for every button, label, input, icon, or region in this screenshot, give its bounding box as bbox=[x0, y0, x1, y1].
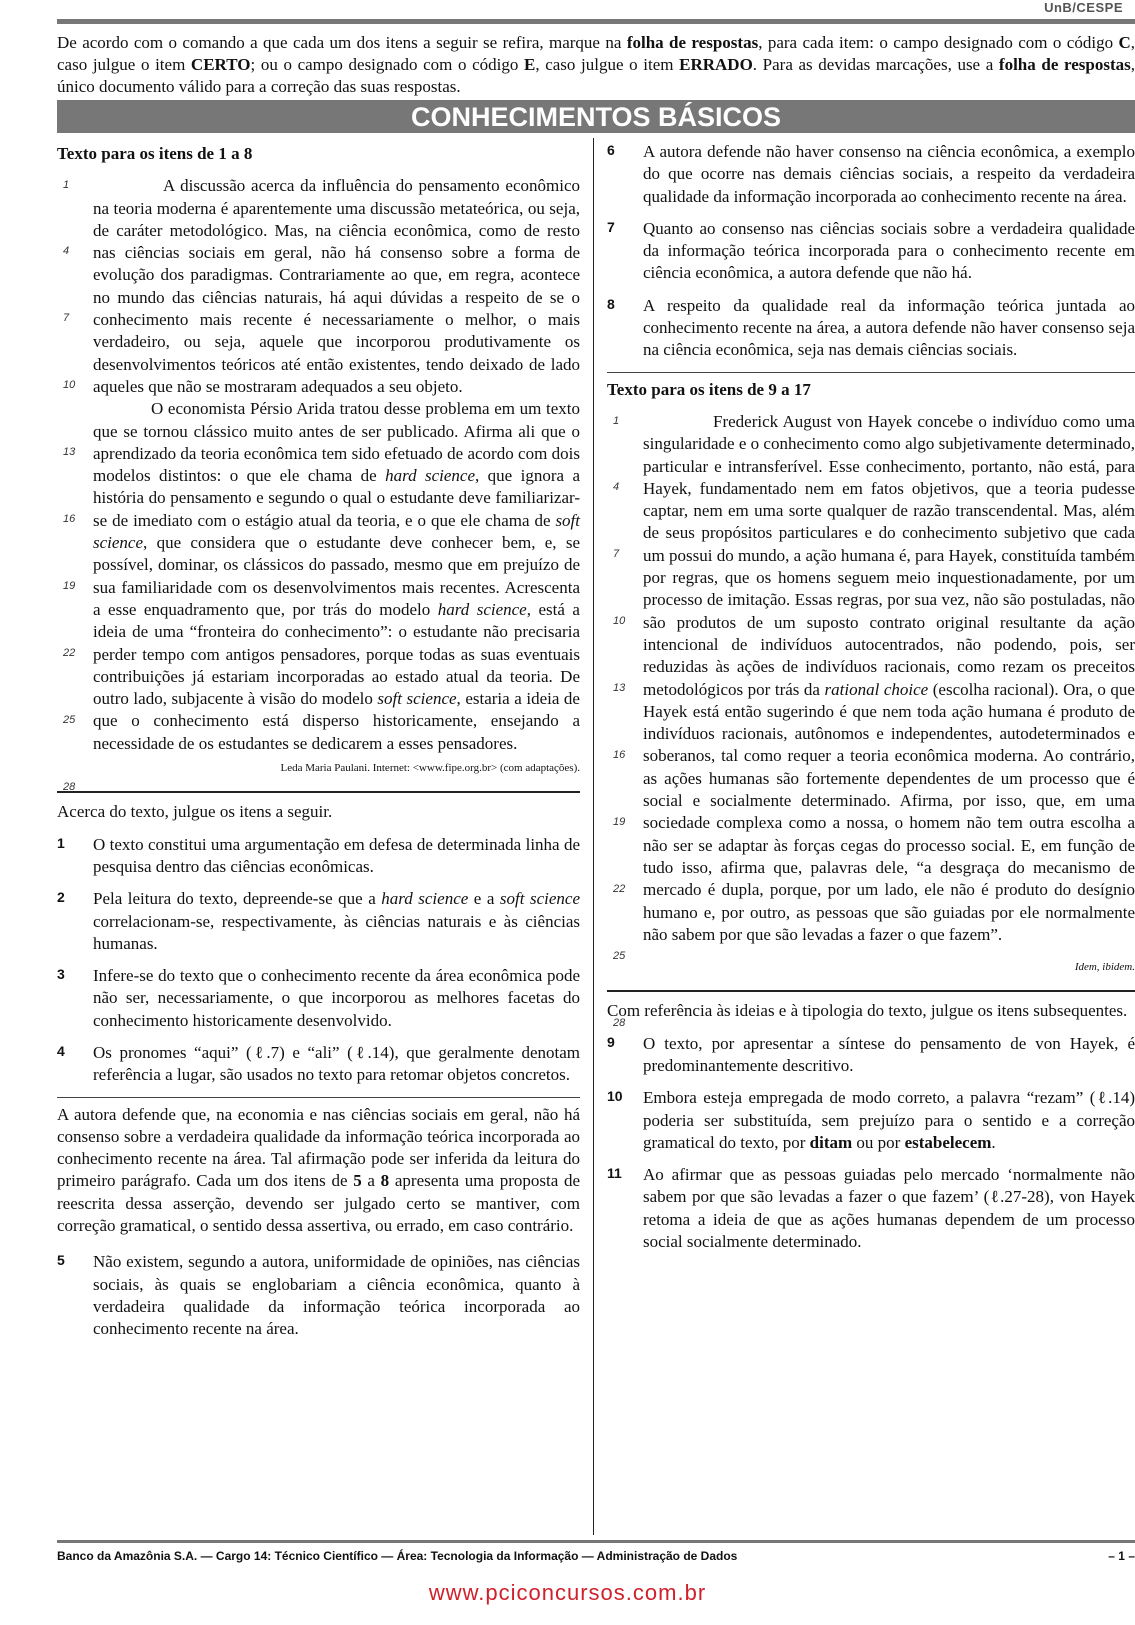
footer-text: Banco da Amazônia S.A. — Cargo 14: Técnico Científico — Área: Tecnologia da Informação — Administração de Dados bbox=[57, 1549, 738, 1563]
section-title: CONHECIMENTOS BÁSICOS bbox=[57, 100, 1135, 133]
line-number: 19 bbox=[613, 815, 626, 828]
line-number: 10 bbox=[613, 614, 626, 627]
item-9: 9 O texto, por apresentar a síntese do pensamento de von Hayek, é predominantemente descritivo. bbox=[607, 1033, 1135, 1075]
block1-stem: Acerca do texto, julgue os itens a seguir. bbox=[57, 802, 333, 822]
line-number: 22 bbox=[63, 647, 76, 660]
header-rule bbox=[57, 19, 1135, 24]
rule bbox=[607, 990, 1135, 992]
line-number: 13 bbox=[613, 681, 626, 694]
item-2: 2 Pela leitura do texto, depreende-se que a hard science e a soft science correlacionam-se, respectivamente, às ciências naturais e às ciências humanas. bbox=[57, 889, 580, 953]
site-watermark: www.pciconcursos.com.br bbox=[428, 1580, 707, 1605]
line-number: 7 bbox=[63, 312, 70, 325]
left-column bbox=[57, 139, 580, 1351]
line-number: 25 bbox=[613, 949, 626, 962]
line-number: 19 bbox=[63, 580, 76, 593]
line-number: 16 bbox=[63, 513, 76, 526]
line-number: 1 bbox=[63, 179, 70, 192]
source-citation: Leda Maria Paulani. Internet: <www.fipe.org.br> (com adaptações). bbox=[280, 762, 580, 775]
column-divider bbox=[593, 138, 594, 1535]
footer-rule bbox=[57, 1540, 1135, 1543]
line-number: 10 bbox=[63, 379, 76, 392]
text1-heading: Texto para os itens de 1 a 8 bbox=[57, 144, 253, 163]
item-7: 7 Quanto ao consenso nas ciências sociais sobre a verdadeira qualidade da informação teórica incorporada para o conhecimento recente em ciência econômica, a autora defende que não há. bbox=[607, 218, 1135, 283]
rule bbox=[57, 1097, 580, 1098]
item-6: 6 A autora defende não haver consenso na ciência econômica, a exemplo do que ocorre nas demais ciências sociais, a respeito da verdadeira qualidade da informação incorporada ao conhecimento recente na área. bbox=[607, 142, 1135, 206]
line-number: 13 bbox=[63, 446, 76, 459]
right-column bbox=[607, 141, 1135, 1263]
item-11: 11 Ao afirmar que as pessoas guiadas pelo mercado ‘normalmente não sabem por que são levadas a fazer o que fazem’ (ℓ.27-28), von Hayek retoma a ideia de que as ações humanas dependem de um processo social socialmente determinado. bbox=[607, 1165, 1135, 1252]
line-number: 1 bbox=[613, 414, 620, 427]
paragraph: A discussão acerca da influência do pensamento econômico na teoria moderna é aparentemente uma discussão metateórica, ou seja, de caráter metodológico. Mas, na ciência econômica, como de resto nas ciências sociais em geral, não há consenso sobre a forma de evolução dos paradigmas. Contrariamente ao que, em regra, acontece no mundo das ciências naturais, há aqui dúvidas a respeito de se o conhecimento mais recente é necessariamente o melhor, o mais verdadeiro, ou seja, aquele que incorporou produtivamente os desenvolvimentos teóricos até então existentes, tendo deixado de lado aqueles que não se mostraram adequados a seu objeto. bbox=[93, 176, 580, 396]
instructions: De acordo com o comando a que cada um dos itens a seguir se refira, marque na folha de respostas, para cada item: o campo designado com o código C, caso julgue o item CERTO; ou o campo designado com o código E, caso julgue o item ERRADO. Para as devidas marcações, use a folha de respostas, único documento válido para a correção das suas respostas. bbox=[57, 33, 1135, 96]
footer bbox=[57, 1549, 1135, 1563]
line-number: 25 bbox=[63, 714, 76, 727]
line-number: 28 bbox=[613, 1016, 626, 1029]
item-1: 1 O texto constitui uma argumentação em defesa de determinada linha de pesquisa dentro das ciências econômicas. bbox=[57, 834, 580, 876]
rule bbox=[57, 791, 580, 793]
line-number: 7 bbox=[613, 547, 620, 560]
item-5: 5 Não existem, segundo a autora, uniformidade de opiniões, nas ciências sociais, às quais se englobariam a ciência econômica, quanto à verdadeira qualidade da informação teórica incorporada ao conhecimento recente na área. bbox=[57, 1252, 580, 1339]
item-3: 3 Infere-se do texto que o conhecimento recente da área econômica pode não ser, necessariamente, o que incorporou as melhores facetas do conhecimento historicamente desenvolvido. bbox=[57, 966, 580, 1030]
line-number: 4 bbox=[613, 480, 620, 493]
page-number: – 1 – bbox=[1108, 1549, 1135, 1563]
block2-stem: A autora defende que, na economia e nas ciências sociais em geral, não há consenso sobre a verdadeira qualidade da informação teórica incorporada ao conhecimento recente na área. Tal afirmação pode ser inferida da leitura do primeiro parágrafo. Cada um dos itens de 5 a 8 apresenta uma proposta de reescrita dessa asserção, devendo ser julgado certo se mantiver, com correção gramatical, o sentido dessa assertiva, ou errado, em caso contrário. bbox=[57, 1104, 581, 1236]
item-4: 4 Os pronomes “aqui” (ℓ.7) e “ali” (ℓ.14), que geralmente denotam referência a lugar, são usados no texto para retomar objetos concretos. bbox=[57, 1042, 580, 1085]
line-number: 22 bbox=[613, 882, 626, 895]
line-number: 28 bbox=[63, 781, 76, 794]
brand-label: UnB/CESPE bbox=[1044, 0, 1123, 15]
rule bbox=[607, 372, 1135, 373]
item-10: 10 Embora esteja empregada de modo correto, a palavra “rezam” (ℓ.14) poderia ser substituída, sem prejuízo para o sentido e a correção gramatical do texto, por ditam ou por estabelecem. bbox=[607, 1088, 1135, 1152]
line-number: 16 bbox=[613, 748, 626, 761]
paragraph: O economista Pérsio Arida tratou desse problema em um texto que se tornou clássico muito antes de ser publicado. Afirma ali que o aprendizado da teoria econômica tem sido efetuado de acordo com dois modelos distintos: o que ele chama de hard science, que ignora a história do pensamento e segundo o qual o estudante deve familiarizar-se de imediato com o estágio atual da teoria, e o que ele chama de soft science, que considera que o estudante deve conhecer bem, e, se possível, dominar, os clássicos do passado, mesmo que em prejuízo de sua familiaridade com os desenvolvimentos mais recentes. Acrescenta a esse enquadramento que, por trás do modelo hard science, está a ideia de uma “fronteira do conhecimento”: o estudante não precisaria perder tempo com antigos pensadores, porque todas as suas eventuais contribuições já estariam incorporadas ao estado atual da teoria. De outro lado, subjacente à visão do modelo soft science, estaria a ideia de que o conhecimento está disperso historicamente, ensejando a necessidade de os estudantes se dedicarem a esses pensadores. bbox=[93, 399, 580, 753]
block3-stem: Com referência às ideias e à tipologia do texto, julgue os itens subsequentes. bbox=[607, 1001, 1128, 1021]
text2-heading: Texto para os itens de 9 a 17 bbox=[607, 379, 811, 399]
paragraph: Frederick August von Hayek concebe o indivíduo como uma singularidade e o conhecimento como algo subjetivamente determinado, particular e intransferível. Esse conhecimento, portanto, não está, para Hayek, fundamentado nem em fatos objetivos, que a teoria pudesse captar, nem em uma sorte qualquer de razão transcendental. Mas, além de seus propósitos particulares e do conhecimento subjetivo que cada um possui do mundo, a ação humana é, para Hayek, constituída também por regras, que os homens seguem meio inquestionadamente, por um processo de imitação. Essas regras, por sua vez, não são postuladas, não são produtos de um suposto contrato original resultante da ação intencional de indivíduos autocentrados, não podendo, pois, ser reduzidas às ações de indivíduos racionais, como rezam os preceitos metodológicos por trás da rational choice (escolha racional). Ora, o que Hayek está então sugerindo é que nem toda ação humana é produto de indivíduos racionais, autônomos e independentes, autodeterminados e soberanos, tal como requer a teoria econômica moderna. Ao contrário, as ações humanas são fortemente dependentes de um processo que é social e socialmente determinado. Afirma, por isso, que, em uma sociedade complexa como a nossa, o homem não tem outra escolha a não ser se adaptar às forças cegas do processo social. E, em função de tudo isso, afirma que, palavras dele, “a desgraça do mecanismo de mercado é dupla, porque, por um lado, ele não é produto do desígnio humano e, por outro, as pessoas que são guiadas por ele normalmente não sabem por que são levadas a fazer o que fazem”. bbox=[643, 411, 1135, 944]
item-8: 8 A respeito da qualidade real da informação teórica juntada ao conhecimento recente na área, a autora defende não haver consenso seja na ciência econômica, seja nas demais ciências sociais. bbox=[607, 295, 1135, 360]
source-citation: Idem, ibidem. bbox=[1074, 961, 1135, 974]
line-number: 4 bbox=[63, 245, 70, 258]
